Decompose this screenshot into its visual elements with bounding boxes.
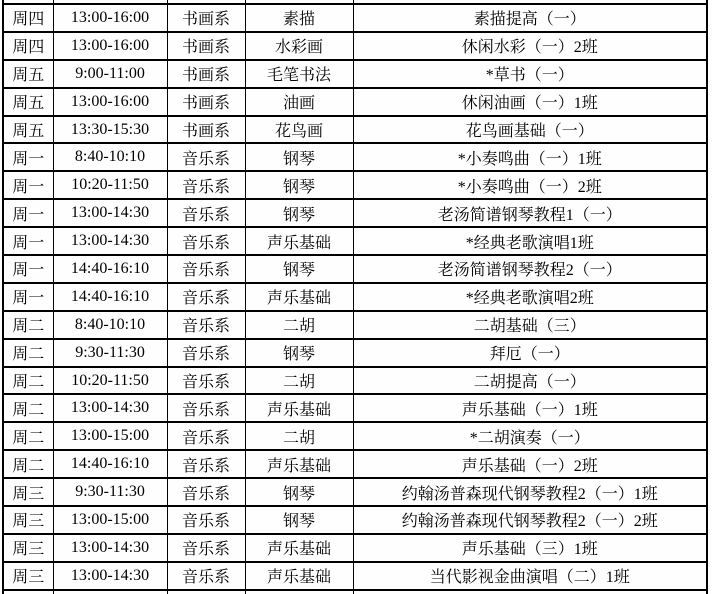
- table-row: [3, 32, 707, 60]
- cell-day: 周一: [3, 255, 53, 283]
- schedule-body: [3, 0, 707, 594]
- cell-day: 周四: [3, 32, 53, 60]
- cell-time: 8:40-10:10: [53, 143, 167, 171]
- cell-course-type: 钢琴: [245, 143, 353, 171]
- partial-cell: [245, 590, 353, 594]
- cell-department: 音乐系: [167, 171, 245, 199]
- table-row: [3, 60, 707, 88]
- cell-course-name: 二胡提高（一）: [353, 367, 707, 395]
- cell-course-type: 钢琴: [245, 478, 353, 506]
- cell-course-type: 声乐基础: [245, 450, 353, 478]
- cell-department: 书画系: [167, 116, 245, 144]
- cell-course-name: 约翰汤普森现代钢琴教程2（一）2班: [353, 506, 707, 534]
- cell-day: 周一: [3, 199, 53, 227]
- cell-course-type: 素描: [245, 4, 353, 32]
- table-row: [3, 227, 707, 255]
- cell-time: 13:00-14:30: [53, 534, 167, 562]
- cell-time: 13:00-14:30: [53, 199, 167, 227]
- class-schedule-table: [2, 0, 708, 594]
- cell-course-type: 花鸟画: [245, 116, 353, 144]
- cell-department: 音乐系: [167, 394, 245, 422]
- cell-department: 书画系: [167, 4, 245, 32]
- cell-day: 周四: [3, 4, 53, 32]
- table-row: [3, 88, 707, 116]
- cell-day: 周二: [3, 450, 53, 478]
- cell-department: 书画系: [167, 88, 245, 116]
- table-row: [3, 534, 707, 562]
- cell-department: 音乐系: [167, 199, 245, 227]
- cell-day: 周三: [3, 478, 53, 506]
- table-row: [3, 4, 707, 32]
- cell-department: 音乐系: [167, 562, 245, 590]
- table-row: [3, 562, 707, 590]
- table-row: [3, 199, 707, 227]
- cell-time: 8:40-10:10: [53, 311, 167, 339]
- cell-time: 13:00-16:00: [53, 4, 167, 32]
- cell-course-name: *小奏鸣曲（一）1班: [353, 143, 707, 171]
- cell-course-name: 素描提高（一）: [353, 4, 707, 32]
- cell-course-name: 声乐基础（一）2班: [353, 450, 707, 478]
- cell-day: 周一: [3, 171, 53, 199]
- cell-department: 音乐系: [167, 367, 245, 395]
- table-row: [3, 143, 707, 171]
- table-row: [3, 171, 707, 199]
- table-row: [3, 478, 707, 506]
- cell-department: 音乐系: [167, 311, 245, 339]
- cell-course-name: 休闲油画（一）1班: [353, 88, 707, 116]
- cell-course-name: *经典老歌演唱2班: [353, 283, 707, 311]
- table-row: [3, 116, 707, 144]
- cell-course-type: 声乐基础: [245, 562, 353, 590]
- cell-course-type: 钢琴: [245, 506, 353, 534]
- cell-course-name: 二胡基础（三）: [353, 311, 707, 339]
- cell-department: 音乐系: [167, 339, 245, 367]
- partial-cell: [353, 590, 707, 594]
- cell-course-name: 声乐基础（三）1班: [353, 534, 707, 562]
- cell-time: 13:00-14:30: [53, 562, 167, 590]
- cell-department: 音乐系: [167, 506, 245, 534]
- cell-course-type: 钢琴: [245, 199, 353, 227]
- cell-time: 13:00-15:00: [53, 422, 167, 450]
- cell-day: 周一: [3, 227, 53, 255]
- cell-day: 周二: [3, 422, 53, 450]
- cell-time: 14:40-16:10: [53, 283, 167, 311]
- cell-course-type: 钢琴: [245, 255, 353, 283]
- partial-row-bottom: [3, 590, 707, 594]
- cell-department: 音乐系: [167, 478, 245, 506]
- table-row: [3, 339, 707, 367]
- cell-course-type: 声乐基础: [245, 534, 353, 562]
- cell-department: 书画系: [167, 32, 245, 60]
- cell-time: 9:00-11:00: [53, 60, 167, 88]
- cell-course-type: 声乐基础: [245, 283, 353, 311]
- table-row: [3, 422, 707, 450]
- cell-course-name: *二胡演奏（一）: [353, 422, 707, 450]
- cell-course-type: 钢琴: [245, 339, 353, 367]
- cell-time: 13:00-16:00: [53, 32, 167, 60]
- cell-day: 周三: [3, 562, 53, 590]
- cell-time: 13:00-14:30: [53, 227, 167, 255]
- cell-course-name: 老汤简谱钢琴教程1（一）: [353, 199, 707, 227]
- table-row: [3, 311, 707, 339]
- cell-department: 音乐系: [167, 143, 245, 171]
- cell-department: 音乐系: [167, 283, 245, 311]
- partial-cell: [3, 590, 53, 594]
- cell-department: 音乐系: [167, 422, 245, 450]
- cell-time: 10:20-11:50: [53, 367, 167, 395]
- table-row: [3, 506, 707, 534]
- cell-course-name: 老汤简谱钢琴教程2（一）: [353, 255, 707, 283]
- cell-department: 音乐系: [167, 534, 245, 562]
- cell-time: 13:00-15:00: [53, 506, 167, 534]
- cell-time: 14:40-16:10: [53, 450, 167, 478]
- partial-cell: [53, 590, 167, 594]
- partial-cell: [167, 590, 245, 594]
- cell-department: 音乐系: [167, 227, 245, 255]
- cell-department: 音乐系: [167, 255, 245, 283]
- cell-course-type: 声乐基础: [245, 394, 353, 422]
- cell-day: 周五: [3, 88, 53, 116]
- cell-day: 周一: [3, 283, 53, 311]
- table-row: [3, 450, 707, 478]
- cell-course-type: 二胡: [245, 311, 353, 339]
- cell-course-type: 声乐基础: [245, 227, 353, 255]
- cell-time: 13:00-14:30: [53, 394, 167, 422]
- cell-course-name: *小奏鸣曲（一）2班: [353, 171, 707, 199]
- table-row: [3, 255, 707, 283]
- cell-time: 13:00-16:00: [53, 88, 167, 116]
- cell-course-type: 水彩画: [245, 32, 353, 60]
- cell-course-name: 休闲水彩（一）2班: [353, 32, 707, 60]
- cell-day: 周二: [3, 367, 53, 395]
- cell-time: 14:40-16:10: [53, 255, 167, 283]
- cell-course-type: 毛笔书法: [245, 60, 353, 88]
- cell-day: 周三: [3, 534, 53, 562]
- cell-day: 周二: [3, 311, 53, 339]
- cell-course-name: 声乐基础（一）1班: [353, 394, 707, 422]
- cell-course-name: 花鸟画基础（一）: [353, 116, 707, 144]
- cell-course-type: 钢琴: [245, 171, 353, 199]
- cell-course-name: *经典老歌演唱1班: [353, 227, 707, 255]
- cell-day: 周五: [3, 116, 53, 144]
- cell-course-type: 二胡: [245, 367, 353, 395]
- cell-day: 周五: [3, 60, 53, 88]
- cell-time: 10:20-11:50: [53, 171, 167, 199]
- cell-course-name: 当代影视金曲演唱（二）1班: [353, 562, 707, 590]
- table-row: [3, 283, 707, 311]
- cell-day: 周二: [3, 394, 53, 422]
- table-row: [3, 394, 707, 422]
- cell-time: 9:30-11:30: [53, 339, 167, 367]
- cell-day: 周二: [3, 339, 53, 367]
- cell-course-type: 二胡: [245, 422, 353, 450]
- cell-course-name: *草书（一）: [353, 60, 707, 88]
- table-row: [3, 367, 707, 395]
- cell-day: 周一: [3, 143, 53, 171]
- cell-department: 书画系: [167, 60, 245, 88]
- cell-course-type: 油画: [245, 88, 353, 116]
- cell-course-name: 拜厄（一）: [353, 339, 707, 367]
- cell-time: 13:30-15:30: [53, 116, 167, 144]
- cell-course-name: 约翰汤普森现代钢琴教程2（一）1班: [353, 478, 707, 506]
- cell-time: 9:30-11:30: [53, 478, 167, 506]
- cell-day: 周三: [3, 506, 53, 534]
- cell-department: 音乐系: [167, 450, 245, 478]
